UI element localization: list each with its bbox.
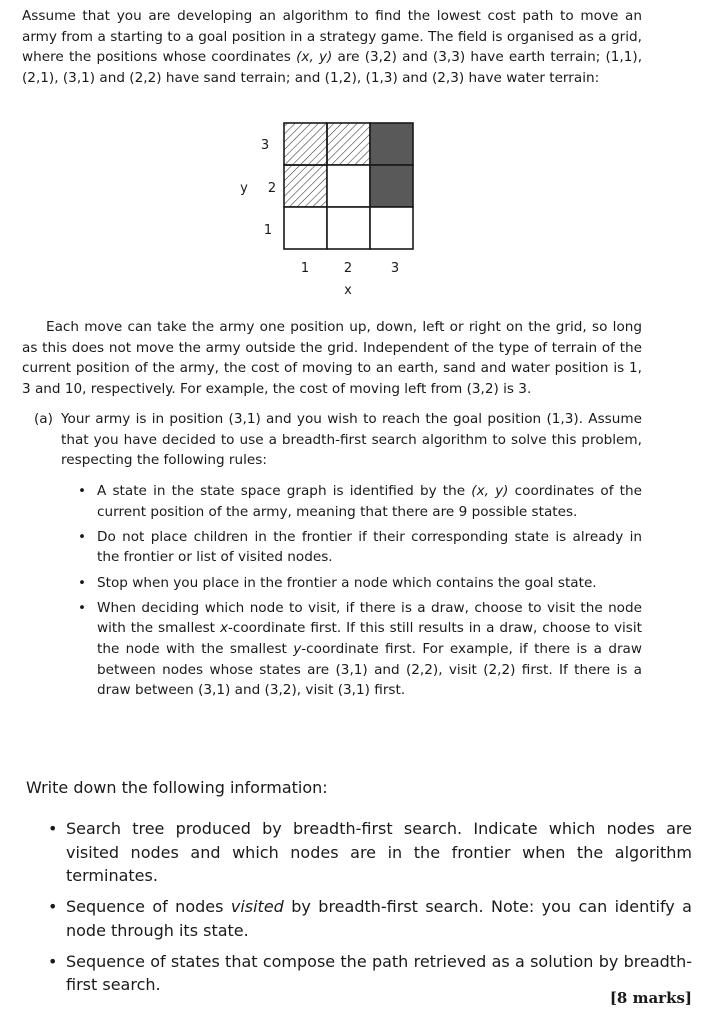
bullet-icon: • [78, 574, 87, 591]
bullet-icon: • [48, 897, 58, 916]
cell-2-2 [327, 165, 370, 207]
rule-4-var-y: y [293, 640, 302, 657]
rule-3-text: Stop when you place in the frontier a node which contains the goal state. [97, 574, 597, 591]
rule-4-var-x: x [219, 620, 228, 637]
bullet-icon: • [48, 951, 58, 971]
task-2-emphasis: visited [230, 897, 284, 916]
bullet-icon: • [78, 599, 87, 616]
cell-3-1 [370, 207, 413, 249]
y-tick-2: 2 [267, 181, 277, 196]
intro-text-2: are (3,2) and (3,3) have earth terrain; (1,1), (2,1), (3,1) and (2,2) have sand terrain; and (1,2), (1,3) and (2,3) have water terrain: [22, 49, 643, 86]
y-tick-3: 3 [260, 138, 270, 153]
x-tick-1: 1 [300, 261, 310, 276]
part-a [34, 409, 642, 471]
cell-2-1 [327, 207, 370, 249]
task-1-text: Search tree produced by breadth-first search. Indicate which nodes are visited nodes and which nodes are in the frontier when the algorithm terminates. [66, 819, 692, 885]
rule-4-text-a: When deciding which node to visit, if there is a draw, choose to visit the node with the smallest [97, 599, 642, 637]
rule-item [78, 573, 642, 594]
task-item [48, 817, 692, 888]
intro-coord-var: (x, y) [296, 49, 333, 66]
bullet-icon: • [78, 528, 87, 545]
intro-text-1: Assume that you are developing an algorithm to find the lowest cost path to move an army from a starting to a goal position in a strategy game. The field is organised as a grid, where the positions whose coordinates [22, 8, 642, 66]
cell-1-3 [284, 123, 327, 165]
grid-cells [284, 123, 413, 249]
rules-list [78, 481, 642, 705]
part-a-label: (a) [34, 411, 53, 427]
tasks-list [48, 817, 692, 1004]
cell-3-3 [370, 123, 413, 165]
terrain-grid-figure [230, 118, 430, 307]
task-item [48, 895, 692, 942]
bullet-icon: • [78, 483, 87, 499]
x-tick-3: 3 [390, 261, 400, 276]
cell-2-3 [327, 123, 370, 165]
moves-paragraph: Each move can take the army one position up, down, left or right on the grid, so long as this does not move the army outside the grid. Independent of the type of terrain of the current position of the army, the cost of moving to an earth, sand and water position is 1, 3 and 10, respectively. For example, the cost of moving left from (3,2) is 3. [22, 319, 642, 397]
rule-item [78, 481, 642, 522]
task-3-text: Sequence of states that compose the path retrieved as a solution by breadth-first search. [66, 951, 692, 994]
task-item [48, 950, 692, 997]
rule-4-text-b: -coordinate first. If this still results in a draw, choose to visit the node with the smallest [97, 620, 642, 657]
task-2-text-b: by breadth-first search. Note: you can identify a node through its state. [66, 897, 692, 940]
bullet-icon: • [48, 819, 58, 838]
cell-3-2 [370, 165, 413, 207]
rule-1-text-a: A state in the state space graph is identified by the [97, 483, 472, 499]
rule-item [78, 598, 642, 701]
y-axis-label: y [240, 181, 248, 196]
write-heading: Write down the following information: [26, 778, 328, 797]
terrain-grid-svg [230, 118, 430, 303]
x-tick-2: 2 [343, 261, 353, 276]
x-axis-label: x [344, 283, 352, 298]
marks-label: [8 marks] [609, 989, 692, 1007]
cell-1-1 [284, 207, 327, 249]
intro-paragraph [22, 6, 642, 88]
task-2-text-a: Sequence of nodes [66, 897, 231, 916]
part-a-text: Your army is in position (3,1) and you wish to reach the goal position (1,3). Assume that you have decided to use a breadth-first search algorithm to solve this problem, respecting the following rules: [61, 411, 642, 469]
rule-item [78, 527, 642, 568]
rule-4-text-c: -coordinate first. For example, if there is a draw between nodes whose states are (3,1) and (2,2), visit (2,2) first. If there is a draw between (3,1) and (3,2), visit (3,1) first. [97, 640, 642, 699]
rule-2-text: Do not place children in the frontier if their corresponding state is already in the frontier or list of visited nodes. [97, 528, 642, 566]
rule-1-var: (x, y) [471, 483, 509, 499]
y-tick-1: 1 [263, 223, 273, 238]
rule-1-text-b: coordinates of the current position of the army, meaning that there are 9 possible states. [97, 483, 642, 520]
cell-1-2 [284, 165, 327, 207]
